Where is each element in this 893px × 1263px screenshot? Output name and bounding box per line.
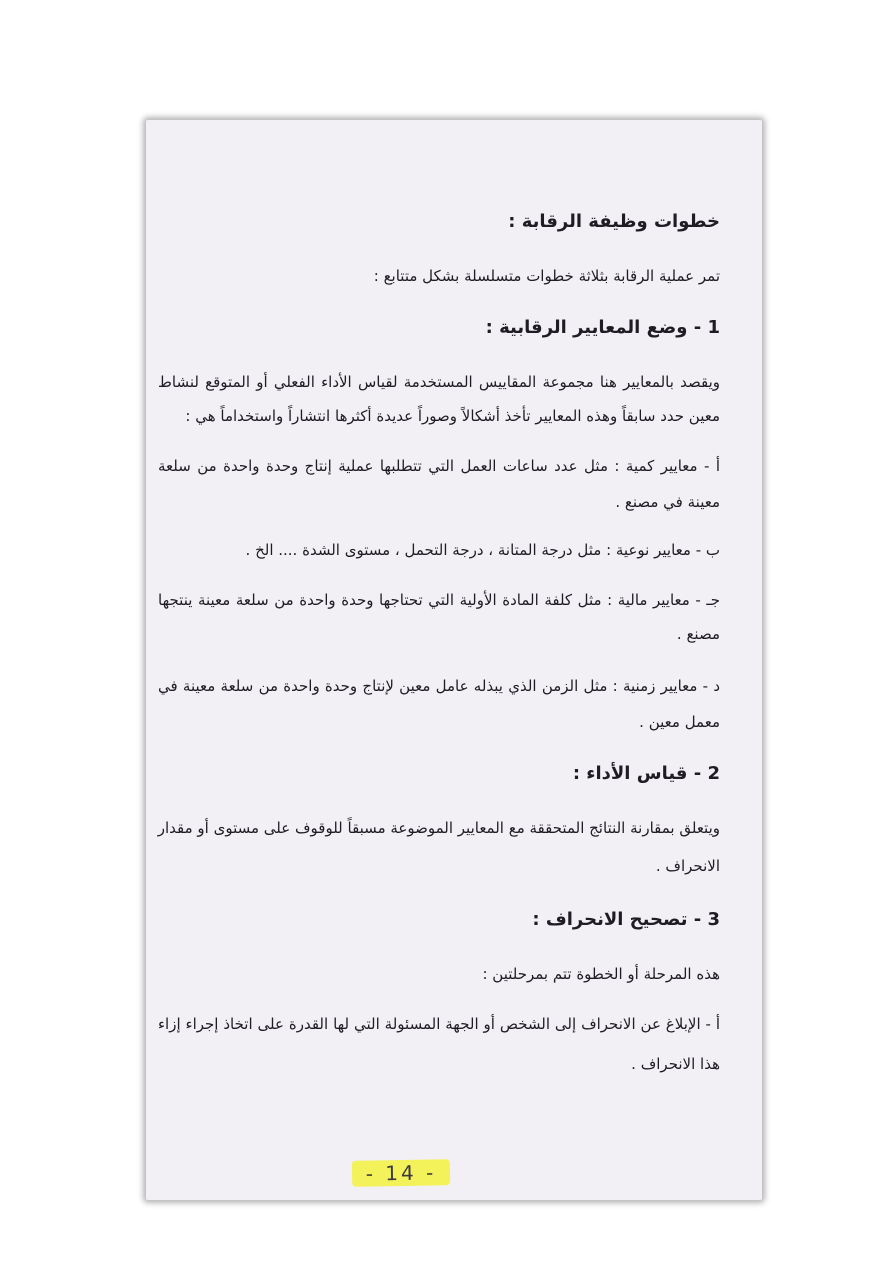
section2-heading: 2 - قياس الأداء : <box>572 763 720 784</box>
section1-item-c-line1: جـ - معايير مالية : مثل كلفة المادة الأولية التي تحتاجها وحدة واحدة من سلعة معينة ينتجها <box>158 591 720 609</box>
section3-item-a-line1: أ - الإبلاغ عن الانحراف إلى الشخص أو الجهة المسئولة التي لها القدرة على اتخاذ إجراء إزاء <box>158 1015 720 1033</box>
section1-item-a-line2: معينة في مصنع . <box>615 493 720 511</box>
section1-item-d-line2: معمل معين . <box>639 713 720 731</box>
section1-heading: 1 - وضع المعايير الرقابية : <box>485 317 720 338</box>
section1-item-b: ب - معايير نوعية : مثل درجة المتانة ، درجة التحمل ، مستوى الشدة .... الخ . <box>245 541 720 559</box>
section3-heading: 3 - تصحيح الانحراف : <box>532 909 720 930</box>
section1-item-a-line1: أ - معايير كمية : مثل عدد ساعات العمل التي تتطلبها عملية إنتاج وحدة واحدة من سلعة <box>158 457 720 475</box>
section1-paragraph-line1: ويقصد بالمعايير هنا مجموعة المقاييس المستخدمة لقياس الأداء الفعلي أو المتوقع لنشاط <box>158 373 720 391</box>
section3-paragraph: هذه المرحلة أو الخطوة تتم بمرحلتين : <box>482 965 720 983</box>
section1-item-d-line1: د - معايير زمنية : مثل الزمن الذي يبذله عامل معين لإنتاج وحدة واحدة من سلعة معينة في <box>158 677 720 695</box>
page-number: - 14 - <box>352 1159 450 1187</box>
section1-item-c-line2: مصنع . <box>676 625 720 643</box>
section1-paragraph-line2: معين حدد سابقاً وهذه المعايير تأخذ أشكالاً وصوراً عديدة أكثرها انتشاراً واستخداماً هي : <box>185 407 720 425</box>
section2-paragraph-line2: الانحراف . <box>655 857 720 875</box>
intro-text: تمر عملية الرقابة بثلاثة خطوات متسلسلة بشكل متتابع : <box>373 267 720 285</box>
document-title: خطوات وظيفة الرقابة : <box>508 211 720 232</box>
section2-paragraph-line1: ويتعلق بمقارنة النتائج المتحققة مع المعايير الموضوعة مسبقاً للوقوف على مستوى أو مقدار <box>157 819 720 837</box>
section3-item-a-line2: هذا الانحراف . <box>631 1055 720 1073</box>
document-page <box>146 120 762 1200</box>
